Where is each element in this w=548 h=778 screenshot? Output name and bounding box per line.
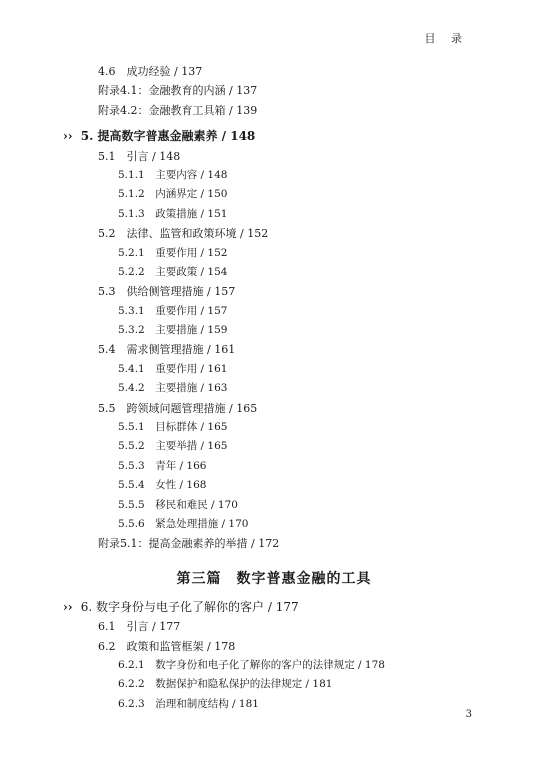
toc-entry[interactable]: 5.4 需求侧管理措施 / 161 <box>98 343 236 357</box>
page-number: 3 <box>465 709 472 720</box>
toc-entry[interactable]: 5.4.2 主要措施 / 163 <box>118 382 228 395</box>
toc-entry[interactable]: 5.1.3 政策措施 / 151 <box>118 207 228 220</box>
toc-group-chapter4-tail <box>0 62 548 120</box>
chapter-title: 6. 数字身份与电子化了解你的客户 / 177 <box>80 599 299 614</box>
toc-entry[interactable]: 5.5.5 移民和难民 / 170 <box>118 498 238 511</box>
toc-entry[interactable]: 5.2 法律、监管和政策环境 / 152 <box>98 227 269 241</box>
toc-chapter-5[interactable] <box>0 127 548 146</box>
toc-group-chapter5 <box>0 147 548 554</box>
toc-entry[interactable]: 5.5.6 紧急处理措施 / 170 <box>118 517 249 530</box>
chevron-right-icon: ›› <box>63 599 77 614</box>
toc-entry[interactable]: 5.3.1 重要作用 / 157 <box>118 304 228 317</box>
toc-entry[interactable]: 附录4.2：金融教育工具箱 / 139 <box>98 103 258 117</box>
toc-entry[interactable]: 5.4.1 重要作用 / 161 <box>118 362 228 375</box>
toc-entry[interactable]: 4.6 成功经验 / 137 <box>98 65 203 78</box>
chevron-right-icon: ›› <box>63 129 77 144</box>
toc-entry[interactable]: 6.2.2 数据保护和隐私保护的法律规定 / 181 <box>118 678 333 691</box>
chapter-title: 5. 提高数字普惠金融素养 / 148 <box>80 129 256 144</box>
toc-entry[interactable]: 6.2 政策和监管框架 / 178 <box>98 639 236 653</box>
toc-entry[interactable]: 5.5.2 主要举措 / 165 <box>118 440 228 453</box>
toc-chapter-6[interactable] <box>0 598 548 617</box>
toc-entry[interactable]: 附录5.1：提高金融素养的举措 / 172 <box>98 537 280 551</box>
toc-entry[interactable]: 5.2.1 重要作用 / 152 <box>118 246 228 259</box>
table-of-contents <box>0 62 548 714</box>
toc-entry[interactable]: 6.2.1 数字身份和电子化了解你的客户的法律规定 / 178 <box>118 658 385 671</box>
toc-entry[interactable]: 5.5.1 目标群体 / 165 <box>118 421 228 434</box>
toc-entry[interactable]: 6.1 引言 / 177 <box>98 620 181 634</box>
toc-group-chapter6 <box>0 617 548 714</box>
toc-entry[interactable]: 5.5.3 青年 / 166 <box>118 459 207 472</box>
toc-entry[interactable]: 5.1 引言 / 148 <box>98 149 181 163</box>
toc-entry[interactable]: 5.1.2 内涵界定 / 150 <box>118 188 228 201</box>
toc-entry[interactable]: 5.1.1 主要内容 / 148 <box>118 168 228 181</box>
toc-entry[interactable]: 5.5 跨领域问题管理措施 / 165 <box>98 401 258 415</box>
running-header: 目 录 <box>424 32 468 45</box>
toc-entry[interactable]: 5.3 供给侧管理措施 / 157 <box>98 285 236 299</box>
toc-entry[interactable]: 5.2.2 主要政策 / 154 <box>118 265 228 278</box>
part-heading: 第三篇 数字普惠金融的工具 <box>176 570 372 587</box>
toc-entry[interactable]: 附录4.1：金融教育的内涵 / 137 <box>98 84 258 98</box>
toc-entry[interactable]: 6.2.3 治理和制度结构 / 181 <box>118 697 259 710</box>
toc-entry[interactable]: 5.3.2 主要措施 / 159 <box>118 324 228 337</box>
toc-entry[interactable]: 5.5.4 女性 / 168 <box>118 479 207 492</box>
